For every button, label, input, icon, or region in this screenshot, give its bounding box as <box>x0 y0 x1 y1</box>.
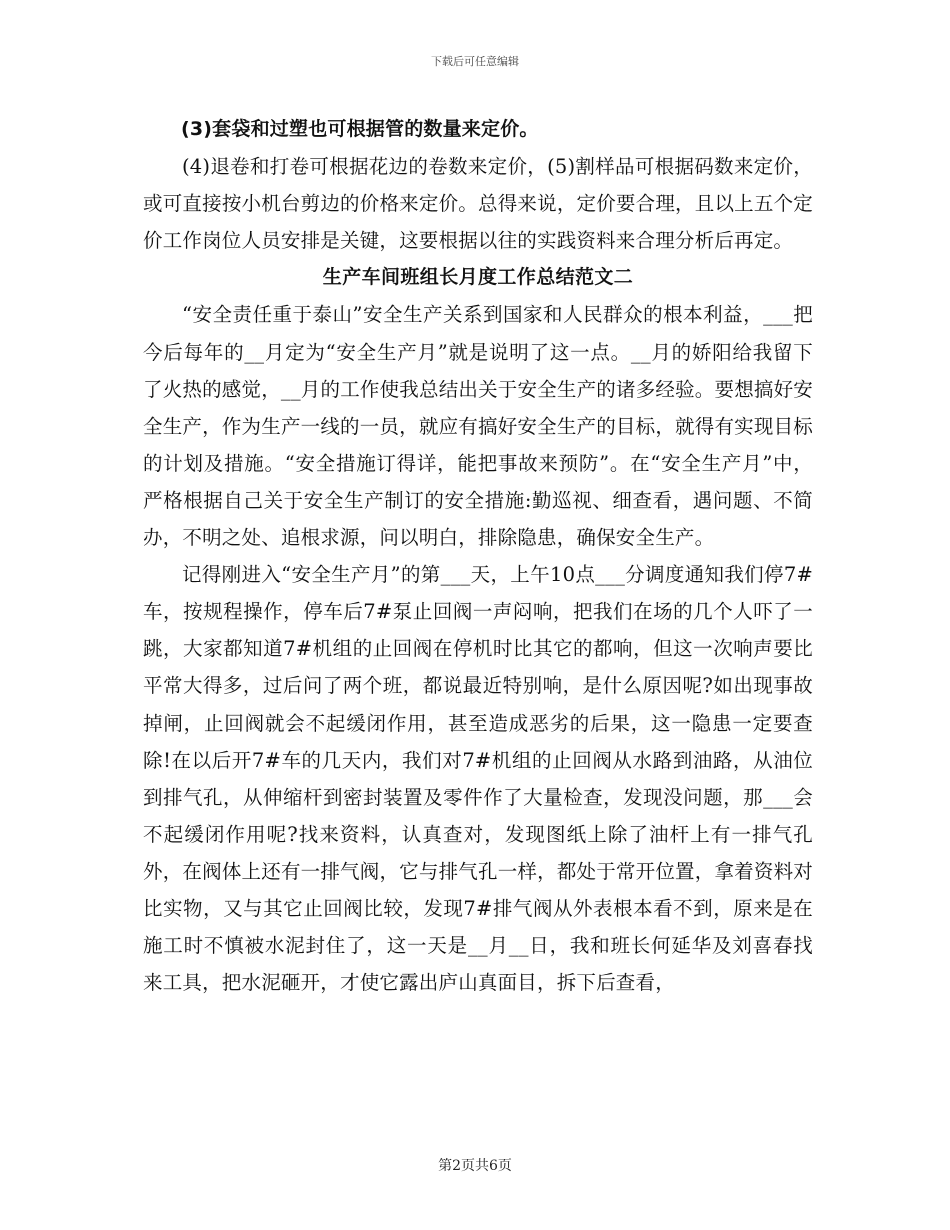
paragraph-4: 记得刚进入“安全生产月”的第___天，上午10点___分调度通知我们停7#车，按规程操作，停车后7#泵止回阀一声闷响，把我们在场的几个人吓了一跳，大家都知道7#机组的止回阀在停机时比其它的都响，但这一次响声要比平常大得多，过后问了两个班，都说最近特别响，是什么原因呢?如出现事故掉闸，止回阀就会不起缓闭作用，甚至造成恶劣的后果，这一隐患一定要查除!在以后开7#车的几天内，我们对7#机组的止回阀从水路到油路，从油位到排气孔，从伸缩杆到密封装置及零件作了大量检查，发现没问题，那___会不起缓闭作用呢?找来资料，认真查对，发现图纸上除了油杆上有一排气孔外，在阀体上还有一排气阀，它与排气孔一样，都处于常开位置，拿着资料对比实物，又与其它止回阀比较，发现7#排气阀从外表根本看不到，原来是在施工时不慎被水泥封住了，这一天是__月__日，我和班长何延华及刘喜春找来工具，把水泥砸开，才使它露出庐山真面目，拆下后查看， <box>143 563 813 995</box>
page-header: 下载后可任意编辑 <box>431 55 519 68</box>
paragraph-3: “安全责任重于泰山”安全生产关系到国家和人民群众的根本利益，___把今后每年的__月定为“安全生产月”就是说明了这一点。__月的娇阳给我留下了火热的感觉，__月的工作使我总结出关于安全生产的诸多经验。要想搞好安全生产，作为生产一线的一员，就应有搞好安全生产的目标，就得有实现目标的计划及措施。“安全措施订得详，能把事故来预防”。在“安全生产月”中，严格根据自己关于安全生产制订的安全措施:勤巡视、细查看，遇问题、不简办，不明之处、追根求源，问以明白，排除隐患，确保安全生产。 <box>143 303 814 550</box>
page-footer: 第2页共6页 <box>438 1158 512 1174</box>
section-title: 生产车间班组长月度工作总结范文二 <box>322 266 634 289</box>
document-body <box>143 111 813 1001</box>
paragraph-1: (3)套袋和过塑也可根据管的数量来定价。 <box>181 118 539 140</box>
paragraph-2: (4)退卷和打卷可根据花边的卷数来定价，(5)割样品可根据码数来定价，或可直接按小机台剪边的价格来定价。总得来说，定价要合理，且以上五个定价工作岗位人员安排是关键，这要根据以往的实践资料来合理分析后再定。 <box>143 155 813 253</box>
